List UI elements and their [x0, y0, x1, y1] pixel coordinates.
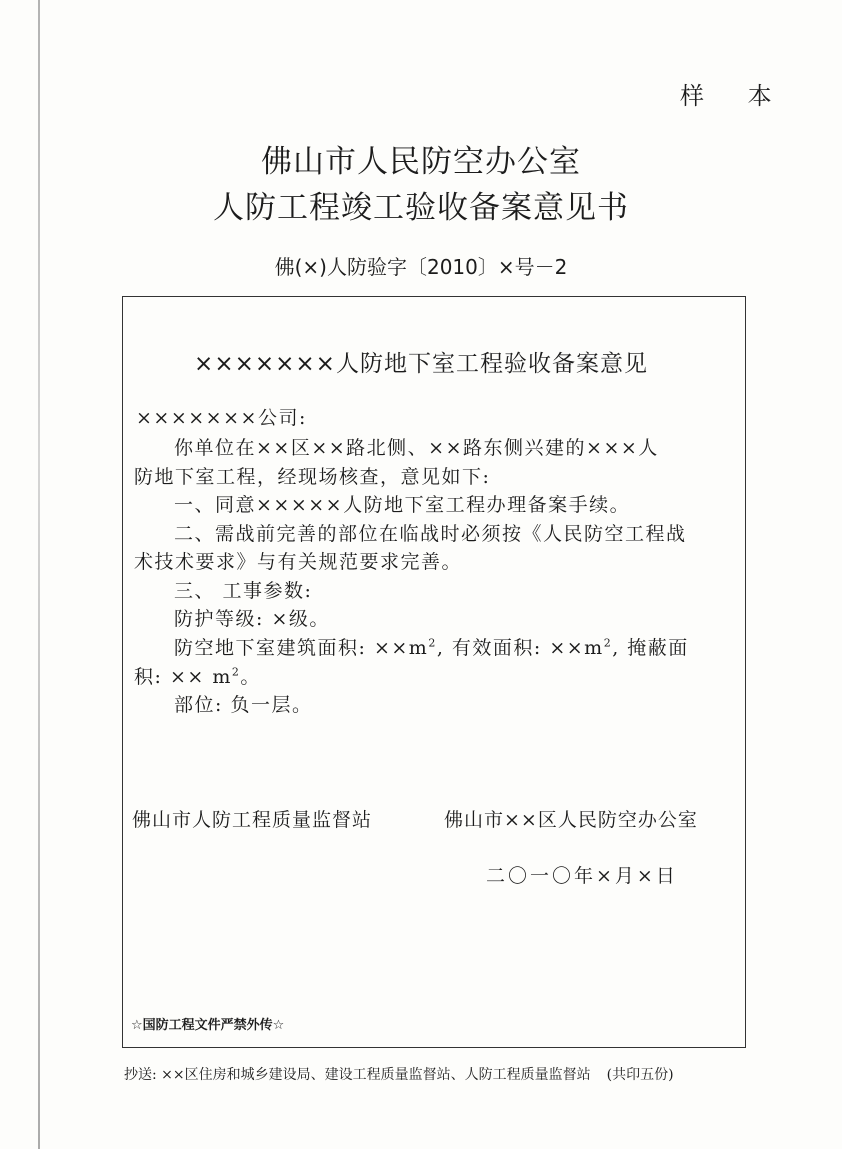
sample-mark: 样 本: [680, 82, 790, 110]
cc-recipients: 抄送: ××区住房和城乡建设局、建设工程质量监督站、人防工程质量监督站: [124, 1067, 591, 1083]
signer-right: 佛山市××区人民防空办公室: [444, 809, 698, 831]
body-line-2: 防地下室工程，经现场核查，意见如下:: [134, 466, 491, 488]
document-title: 人防工程竣工验收备案意见书: [213, 190, 629, 226]
area-part-a: 防空地下室建筑面积: ××m: [174, 637, 429, 659]
body-line-6: 三、 工事参数:: [174, 580, 313, 602]
body-line-4: 二、需战前完善的部位在临战时必须按《人民防空工程战: [174, 523, 687, 545]
area-part-c: , 掩蔽面: [612, 637, 689, 659]
body-line-3: 一、同意×××××人防地下室工程办理备案手续。: [174, 494, 631, 516]
opinion-heading: ×××××××人防地下室工程验收备案意见: [194, 351, 648, 377]
area-end: 。: [240, 666, 261, 688]
area-line: [174, 633, 689, 660]
superscript: 2: [603, 636, 613, 650]
body-line-5: 术技术要求》与有关规范要求完善。: [134, 551, 463, 573]
signer-left: 佛山市人防工程质量监督站: [132, 809, 373, 831]
office-title: 佛山市人民防空办公室: [261, 144, 581, 180]
body-line-1: 你单位在××区××路北侧、××路东侧兴建的×××人: [174, 437, 659, 459]
document-number: 佛(×)人防验字〔2010〕×号－2: [274, 255, 568, 279]
location-line: 部位: 负一层。: [174, 694, 313, 716]
area-line-2: [134, 662, 261, 689]
date: 二〇一〇年×月×日: [486, 865, 678, 887]
body-line-7: 防护等级: ×级。: [174, 608, 330, 630]
superscript: 2: [428, 636, 437, 650]
addressee: ×××××××公司:: [136, 407, 307, 429]
superscript: 2: [231, 665, 241, 679]
cc-line: [124, 1064, 674, 1084]
area-part-b: , 有效面积: ××m: [436, 637, 604, 659]
area-part-d: 积: ×× m: [134, 666, 232, 688]
copies-note: (共印五份): [606, 1067, 674, 1083]
secret-note: ☆国防工程文件严禁外传☆: [131, 1018, 285, 1033]
